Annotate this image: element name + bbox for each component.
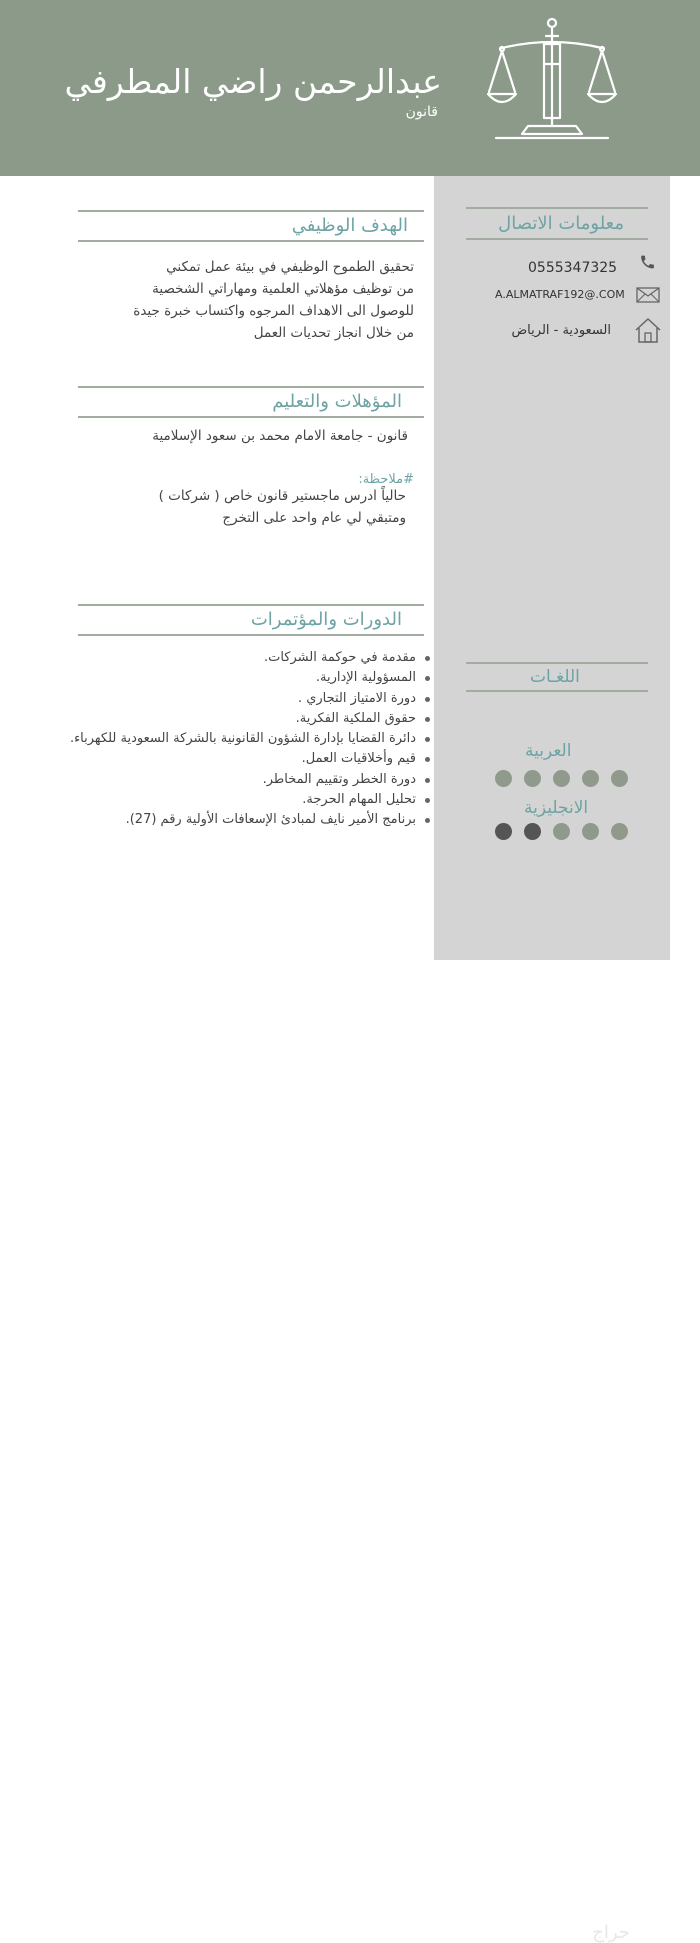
- home-icon: [634, 316, 662, 344]
- language-english: الانجليزية: [524, 798, 589, 818]
- level-dot: [553, 770, 570, 787]
- level-dot: [524, 770, 541, 787]
- languages-divider-bottom: [466, 690, 648, 692]
- job-title: قانون: [405, 104, 438, 120]
- list-item: دائرة القضايا بإدارة الشؤون القانونية بالشركة السعودية للكهرباء.: [70, 729, 428, 749]
- location: السعودية - الرياض: [511, 323, 611, 338]
- objective-heading: الهدف الوظيفي: [291, 215, 408, 236]
- note-line: ومتبقي لي عام واحد على التخرج: [222, 510, 406, 526]
- level-dot: [611, 823, 628, 840]
- courses-list: [70, 648, 428, 831]
- footer: [0, 960, 700, 1943]
- list-item: المسؤولية الإدارية.: [70, 668, 428, 688]
- header-banner: [0, 0, 700, 176]
- courses-heading: الدورات والمؤتمرات: [250, 609, 402, 630]
- list-item: دورة الخطر وتقييم المخاطر.: [70, 770, 428, 790]
- objective-line: من خلال انجاز تحديات العمل: [253, 325, 414, 341]
- list-item: مقدمة في حوكمة الشركات.: [70, 648, 428, 668]
- english-level-dots: [495, 823, 628, 840]
- courses-divider-top: [78, 604, 424, 606]
- list-item: برنامج الأمير نايف لمبادئ الإسعافات الأولية رقم (27).: [70, 810, 428, 830]
- level-dot: [611, 770, 628, 787]
- objective-line: تحقيق الطموح الوظيفي في بيئة عمل تمكني: [166, 259, 414, 275]
- phone-number: 0555347325: [528, 260, 618, 276]
- languages-divider-top: [466, 662, 648, 664]
- list-item: دورة الامتياز التجاري .: [70, 689, 428, 709]
- level-dot: [524, 823, 541, 840]
- objective-line: للوصول الى الاهداف المرجوه واكتساب خبرة جيدة: [133, 303, 414, 319]
- phone-icon: [639, 253, 656, 271]
- courses-divider-bottom: [78, 634, 424, 636]
- email-address: A.ALMATRAF192@.COM: [495, 288, 625, 301]
- note-text: [159, 485, 406, 529]
- watermark-logo: حراج: [592, 1922, 630, 1943]
- list-item: تحليل المهام الحرجة.: [70, 790, 428, 810]
- education-divider-top: [78, 386, 424, 388]
- note-line: حالياً ادرس ماجستير قانون خاص ( شركات ): [158, 488, 406, 504]
- person-name: عبدالرحمن راضي المطرفي: [64, 62, 442, 101]
- arabic-level-dots: [495, 770, 628, 787]
- contact-divider-bottom: [466, 238, 648, 240]
- languages-heading: اللغـات: [530, 667, 580, 687]
- objective-text: [133, 256, 414, 344]
- list-item: حقوق الملكية الفكرية.: [70, 709, 428, 729]
- contact-heading: معلومات الاتصال: [498, 213, 624, 234]
- level-dot: [553, 823, 570, 840]
- objective-divider-bottom: [78, 240, 424, 242]
- education-divider-bottom: [78, 416, 424, 418]
- level-dot: [495, 823, 512, 840]
- mail-icon: [636, 287, 660, 303]
- education-degree: قانون - جامعة الامام محمد بن سعود الإسلامية: [152, 428, 408, 444]
- level-dot: [495, 770, 512, 787]
- education-heading: المؤهلات والتعليم: [272, 391, 402, 412]
- scales-of-justice-icon: [486, 14, 618, 142]
- contact-divider-top: [466, 207, 648, 209]
- list-item: قيم وأخلاقيات العمل.: [70, 749, 428, 769]
- objective-line: من توظيف مؤهلاتي العلمية ومهاراتي الشخصية: [152, 281, 414, 297]
- objective-divider-top: [78, 210, 424, 212]
- level-dot: [582, 770, 599, 787]
- language-arabic: العربية: [525, 741, 572, 761]
- level-dot: [582, 823, 599, 840]
- note-label: #ملاحظة:: [358, 472, 414, 487]
